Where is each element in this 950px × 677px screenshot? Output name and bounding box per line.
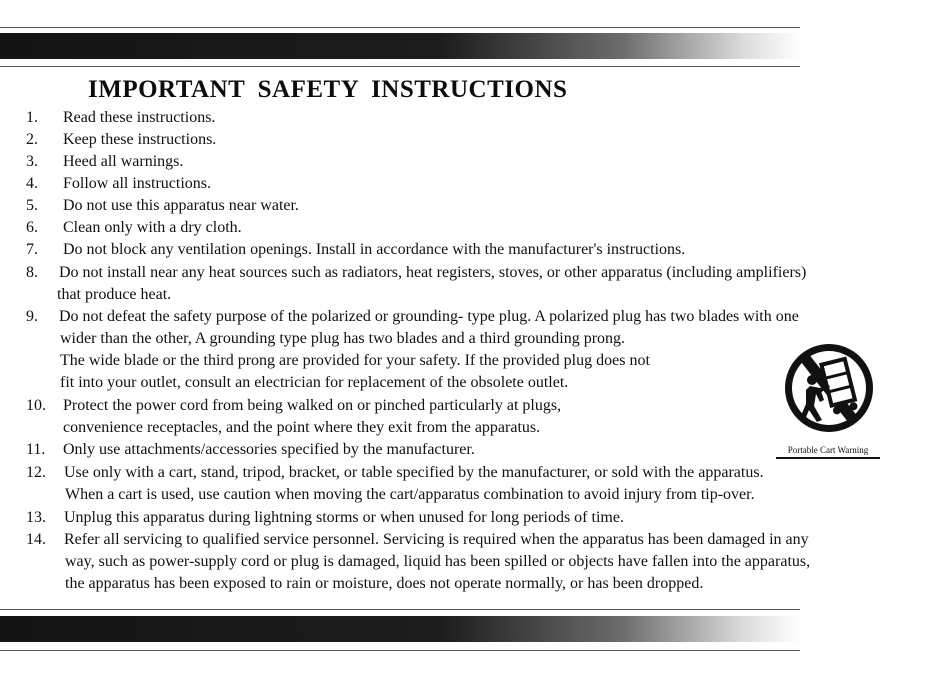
warning-caption: Portable Cart Warning bbox=[776, 444, 880, 459]
item-text: Keep these instructions. bbox=[63, 131, 217, 148]
bottom-footer-band bbox=[0, 616, 800, 642]
item-text: Do not defeat the safety purpose of the polarized or grounding- type plug. A polarized plug has two blades with one bbox=[59, 308, 799, 325]
top-rule-upper bbox=[0, 27, 800, 28]
cart-tipover-symbol bbox=[776, 340, 882, 440]
item-text: Heed all warnings. bbox=[63, 153, 184, 170]
item-number: 11. bbox=[26, 441, 46, 458]
item-text-continued: way, such as power-supply cord or plug is damaged, liquid has been spilled or objects have fallen into the apparatus, bbox=[65, 553, 811, 570]
top-header-band bbox=[0, 33, 800, 59]
top-rule-lower bbox=[0, 66, 800, 67]
item-text: Refer all servicing to qualified service personnel. Servicing is required when the apparatus has been damaged in any bbox=[64, 531, 809, 548]
item-number: 1. bbox=[26, 109, 38, 126]
item-text: Do not install near any heat sources such as radiators, heat registers, stoves, or other apparatus (including amplifiers) bbox=[59, 264, 807, 281]
item-number: 7. bbox=[26, 241, 38, 258]
item-number: 2. bbox=[26, 131, 38, 148]
item-text: Clean only with a dry cloth. bbox=[63, 219, 242, 236]
item-number: 8. bbox=[26, 264, 38, 281]
item-number: 10. bbox=[26, 397, 46, 414]
item-number: 3. bbox=[26, 153, 38, 170]
bottom-rule-upper bbox=[0, 609, 800, 610]
page-title: IMPORTANT SAFETY INSTRUCTIONS bbox=[88, 76, 568, 103]
item-text: Follow all instructions. bbox=[63, 175, 211, 192]
item-text: Do not use this apparatus near water. bbox=[63, 197, 299, 214]
item-number: 12. bbox=[26, 464, 46, 481]
item-text-continued: convenience receptacles, and the point where they exit from the apparatus. bbox=[63, 419, 541, 436]
item-text: Do not block any ventilation openings. Install in accordance with the manufacturer's instructions. bbox=[63, 241, 686, 258]
item-text-continued: the apparatus has been exposed to rain or moisture, does not operate normally, or has been dropped. bbox=[65, 575, 704, 592]
item-text: Protect the power cord from being walked on or pinched particularly at plugs, bbox=[63, 397, 562, 414]
item-number: 13. bbox=[26, 509, 46, 526]
item-number: 9. bbox=[26, 308, 38, 325]
item-text: Unplug this apparatus during lightning storms or when unused for long periods of time. bbox=[64, 509, 624, 526]
item-text: Only use attachments/accessories specified by the manufacturer. bbox=[63, 441, 475, 458]
item-number: 4. bbox=[26, 175, 38, 192]
item-number: 14. bbox=[26, 531, 46, 548]
item-text: Read these instructions. bbox=[63, 109, 216, 126]
bottom-rule-lower bbox=[0, 650, 800, 651]
item-text-continued: The wide blade or the third prong are provided for your safety. If the provided plug does not bbox=[60, 352, 650, 369]
item-number: 6. bbox=[26, 219, 38, 236]
item-text-continued: When a cart is used, use caution when moving the cart/apparatus combination to avoid injury from tip-over. bbox=[65, 486, 755, 503]
item-text-continued: that produce heat. bbox=[57, 286, 172, 303]
item-text: Use only with a cart, stand, tripod, bracket, or table specified by the manufacturer, or sold with the apparatus. bbox=[64, 464, 764, 481]
item-number: 5. bbox=[26, 197, 38, 214]
item-text-continued: wider than the other, A grounding type plug has two blades and a third grounding prong. bbox=[60, 330, 626, 347]
item-text-continued: fit into your outlet, consult an electrician for replacement of the obsolete outlet. bbox=[60, 374, 569, 391]
